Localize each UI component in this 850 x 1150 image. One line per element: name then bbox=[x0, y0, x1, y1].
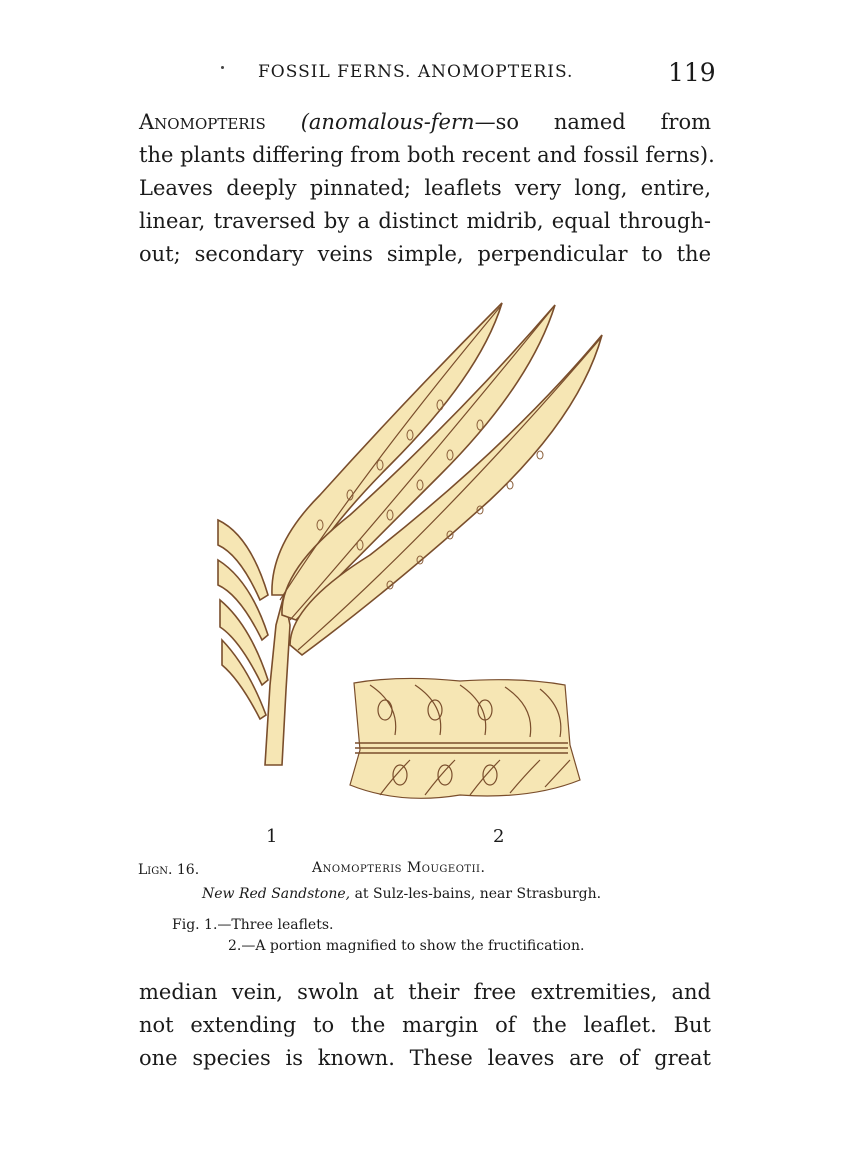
fructification-detail-illustration bbox=[340, 675, 585, 810]
body-paragraph-top bbox=[139, 106, 715, 271]
locality-line bbox=[202, 886, 601, 902]
fig1-description: Fig. 1.—Three leaflets. bbox=[172, 917, 334, 933]
text-line-5: out; secondary veins simple, perpendicular to the bbox=[139, 242, 711, 266]
figure-label-1: 1 bbox=[266, 826, 278, 847]
locality-formation: New Red Sandstone, bbox=[202, 886, 351, 902]
text-line-6: median vein, swoln at their free extremities, and bbox=[139, 980, 711, 1004]
running-title: FOSSIL FERNS. ANOMOPTERIS. bbox=[258, 62, 574, 82]
text-line-1 bbox=[139, 106, 711, 139]
fig2-description: 2.—A portion magnified to show the fructification. bbox=[228, 938, 585, 954]
lead-term: Anomopteris bbox=[139, 110, 266, 134]
plate-label: Lign. 16. bbox=[138, 862, 200, 878]
print-speck bbox=[221, 66, 224, 69]
lead-gloss: (anomalous-fern bbox=[300, 110, 475, 134]
locality-place: at Sulz-les-bains, near Strasburgh. bbox=[350, 886, 602, 902]
text-line-8: one species is known. These leaves are of great bbox=[139, 1046, 711, 1070]
page-number: 119 bbox=[668, 58, 716, 87]
lead-rest: —so named from bbox=[474, 110, 711, 134]
text-line-4: linear, traversed by a distinct midrib, equal through- bbox=[139, 209, 711, 233]
text-line-2: the plants differing from both recent and fossil ferns). bbox=[139, 143, 715, 167]
text-line-7: not extending to the margin of the leaflet. But bbox=[139, 1013, 711, 1037]
species-title: Anomopteris Mougeotii. bbox=[312, 860, 486, 876]
figure-label-2: 2 bbox=[493, 826, 505, 847]
text-line-3: Leaves deeply pinnated; leaflets very long, entire, bbox=[139, 176, 711, 200]
body-paragraph-bottom bbox=[139, 976, 711, 1075]
